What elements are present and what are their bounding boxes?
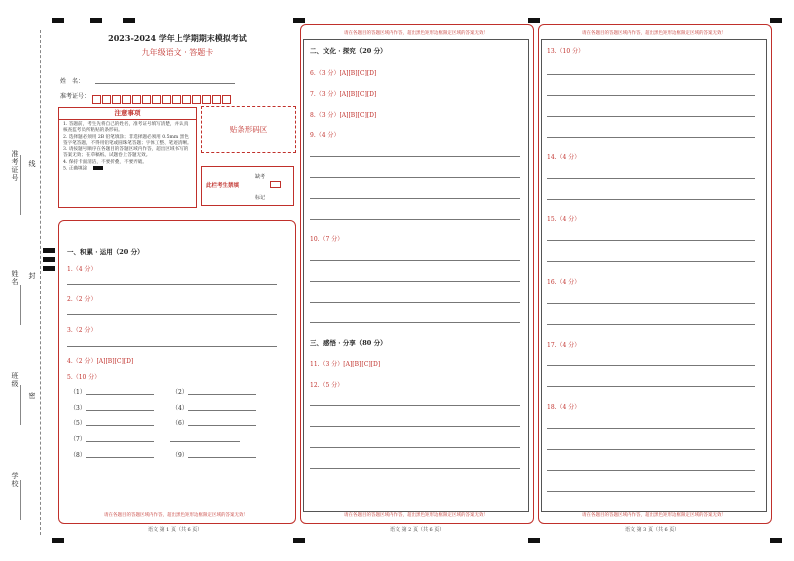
sub-answer-line[interactable] — [188, 425, 256, 426]
answer-line[interactable] — [310, 156, 520, 157]
question-label: 9.（4 分） — [310, 132, 340, 139]
registration-mark — [123, 18, 135, 23]
registration-mark — [293, 538, 305, 543]
binding-field-class: 班级 — [11, 372, 19, 388]
sub-answer-line[interactable] — [86, 457, 154, 458]
choice-a[interactable]: [A] — [339, 112, 349, 119]
choice-b[interactable]: [B] — [105, 358, 115, 365]
answer-line[interactable] — [547, 116, 755, 117]
notes-item: 3. 请按题号顺序在各题目的答题区域内作答，超出区域书写的答案无效；在草稿纸、试题卷上答题无效。 — [63, 147, 189, 159]
sub-label: （7） — [70, 436, 86, 443]
answer-line[interactable] — [547, 74, 755, 75]
registration-mark — [52, 538, 64, 543]
registration-mark — [52, 18, 64, 23]
barcode-area — [201, 106, 296, 153]
answer-line[interactable] — [67, 346, 277, 347]
question-label — [310, 110, 376, 119]
sub-label: （6） — [172, 420, 188, 427]
answer-line[interactable] — [547, 386, 755, 387]
question-label: 10.（7 分） — [310, 236, 344, 243]
sub-label: （2） — [172, 389, 188, 396]
binding-word-seal: 封 — [28, 272, 36, 280]
binding-field-exam-no: 准考证号 — [11, 150, 19, 182]
question-label: 14.（4 分） — [547, 154, 581, 161]
sub-answer-line[interactable] — [86, 410, 154, 411]
warning-text: 请在各题目的答题区域内作答，超出黑色矩形边框限定区域的答案无效！ — [582, 31, 726, 36]
question-label: 13.（10 分） — [547, 48, 585, 55]
warning-text: 请在各题目的答题区域内作答，超出黑色矩形边框限定区域的答案无效！ — [104, 513, 248, 518]
notes-item: 5. 正确填涂 — [63, 166, 88, 172]
choice-c[interactable]: [C] — [357, 112, 367, 119]
question-label: 18.（4 分） — [547, 404, 581, 411]
answer-line[interactable] — [67, 314, 277, 315]
section-heading: 三、感悟 · 分享（80 分） — [310, 339, 387, 347]
answer-line[interactable] — [547, 303, 755, 304]
question-label: 17.（4 分） — [547, 342, 581, 349]
answer-line[interactable] — [310, 405, 520, 406]
answer-line[interactable] — [547, 199, 755, 200]
warning-text: 请在各题目的答题区域内作答，超出黑色矩形边框限定区域的答案无效！ — [582, 513, 726, 518]
absent-mark-text: 缺考 — [255, 174, 266, 180]
warning-text: 请在各题目的答题区域内作答，超出黑色矩形边框限定区域的答案无效！ — [344, 513, 488, 518]
answer-line[interactable] — [547, 491, 755, 492]
sub-answer-line[interactable] — [188, 410, 256, 411]
choice-d[interactable]: [D] — [366, 91, 377, 98]
absent-mark-text2: 标记 — [255, 195, 266, 201]
sub-answer-line[interactable] — [86, 425, 154, 426]
warning-text: 请在各题目的答题区域内作答，超出黑色矩形边框限定区域的答案无效！ — [344, 31, 488, 36]
question-number: 4.（2 分） — [67, 358, 97, 365]
page-footer: 语文 第 3 页（共 6 页） — [625, 527, 680, 533]
absent-checkbox[interactable] — [270, 181, 281, 188]
question-label: 15.（4 分） — [547, 216, 581, 223]
question-label — [310, 89, 376, 98]
answer-line[interactable] — [547, 449, 755, 450]
section-heading: 一、积累 · 运用（20 分） — [67, 248, 144, 256]
binding-blank — [20, 480, 21, 520]
registration-mark — [43, 266, 55, 271]
choice-c[interactable]: [C] — [114, 358, 124, 365]
registration-mark — [293, 18, 305, 23]
answer-line[interactable] — [547, 365, 755, 366]
binding-field-name: 姓名 — [11, 270, 19, 286]
question-label: 12.（5 分） — [310, 382, 344, 389]
answer-line[interactable] — [310, 447, 520, 448]
answer-line[interactable] — [310, 281, 520, 282]
page-subtitle: 九年级语文 · 答题卡 — [141, 48, 214, 57]
question-label — [310, 68, 376, 77]
question-number: 8.（3 分） — [310, 112, 340, 119]
registration-mark — [770, 18, 782, 23]
binding-field-school: 学校 — [11, 472, 19, 488]
answer-line[interactable] — [547, 261, 755, 262]
sub-label: （4） — [172, 405, 188, 412]
choice-c[interactable]: [C] — [357, 70, 367, 77]
sub-label: （1） — [70, 389, 86, 396]
choice-d[interactable]: [D] — [123, 358, 134, 365]
choice-b[interactable]: [B] — [348, 112, 358, 119]
choice-c[interactable]: [C] — [357, 91, 367, 98]
answer-line[interactable] — [547, 95, 755, 96]
sub-label: （5） — [70, 420, 86, 427]
choice-a[interactable]: [A] — [339, 91, 349, 98]
question-label — [67, 356, 133, 365]
question-number: 7.（3 分） — [310, 91, 340, 98]
notes-item: 2. 选择题必须用 2B 铅笔填涂；非选择题必须用 0.5mm 黑色签字笔答题，不得用铅笔或圆珠笔答题；字体工整、笔迹清晰。 — [63, 134, 192, 146]
sub-answer-line[interactable] — [170, 441, 240, 442]
exam-no-label: 准考证号： — [60, 93, 91, 100]
barcode-label: 贴条形码区 — [229, 125, 268, 134]
answer-line[interactable] — [547, 428, 755, 429]
sub-label: （3） — [70, 405, 86, 412]
binding-line — [40, 30, 41, 535]
question-number: 6.（3 分） — [310, 70, 340, 77]
answer-line[interactable] — [310, 260, 520, 261]
binding-word-line: 线 — [28, 160, 36, 168]
choice-b[interactable]: [B] — [348, 91, 358, 98]
choice-c[interactable]: [C] — [361, 361, 371, 368]
binding-blank — [20, 285, 21, 325]
notes-item: 1. 答题前，考生先将自己的姓名，准考证号填写清楚，并认真核查监考员所粘贴的条形码。 — [63, 122, 189, 134]
answer-line[interactable] — [547, 178, 755, 179]
absent-box — [201, 166, 294, 206]
registration-mark — [770, 538, 782, 543]
registration-mark — [528, 538, 540, 543]
registration-mark — [528, 18, 540, 23]
binding-blank — [20, 155, 21, 215]
notes-heading: 注意事项 — [59, 108, 196, 120]
answer-line[interactable] — [547, 324, 755, 325]
sub-label: （8） — [70, 452, 86, 459]
choice-a[interactable]: [A] — [96, 358, 106, 365]
answer-line[interactable] — [310, 426, 520, 427]
absent-label: 此栏考生禁填 — [206, 183, 240, 189]
sub-answer-line[interactable] — [86, 441, 154, 442]
answer-line[interactable] — [310, 177, 520, 178]
page-footer: 语文 第 2 页（共 6 页） — [390, 527, 445, 533]
answer-line[interactable] — [310, 219, 520, 220]
name-input[interactable] — [95, 83, 235, 84]
choice-b[interactable]: [B] — [348, 70, 358, 77]
choice-d[interactable]: [D] — [370, 361, 381, 368]
question-label: 5.（10 分） — [67, 374, 101, 381]
notes-item: 4. 保持卡面清洁，不要折叠，不要弄破。 — [63, 159, 147, 165]
registration-mark — [43, 257, 55, 262]
filled-mark-sample — [93, 166, 103, 170]
question-label — [310, 359, 380, 368]
page-title: 2023-2024 学年上学期期末模拟考试 — [108, 33, 247, 43]
choice-a[interactable]: [A] — [343, 361, 353, 368]
sub-answer-line[interactable] — [188, 394, 256, 395]
answer-line[interactable] — [310, 302, 520, 303]
answer-line[interactable] — [310, 322, 520, 323]
page-footer: 语文 第 1 页（共 6 页） — [148, 527, 203, 533]
question-label: 2.（2 分） — [67, 296, 97, 303]
choice-d[interactable]: [D] — [366, 112, 377, 119]
binding-word-secret: 密 — [28, 392, 36, 400]
choice-b[interactable]: [B] — [352, 361, 362, 368]
answer-line[interactable] — [67, 284, 277, 285]
question-label: 1.（4 分） — [67, 266, 97, 273]
answer-line[interactable] — [547, 137, 755, 138]
sub-answer-line[interactable] — [188, 457, 256, 458]
registration-mark — [90, 18, 102, 23]
answer-frame — [541, 39, 767, 512]
answer-line[interactable] — [310, 198, 520, 199]
question-label: 16.（4 分） — [547, 279, 581, 286]
section-heading: 二、文化 · 探究（20 分） — [310, 47, 387, 55]
answer-line[interactable] — [547, 470, 755, 471]
binding-blank — [20, 385, 21, 425]
choice-a[interactable]: [A] — [339, 70, 349, 77]
choice-d[interactable]: [D] — [366, 70, 377, 77]
name-label: 姓 名： — [60, 78, 85, 85]
question-number: 11.（3 分） — [310, 361, 344, 368]
registration-mark — [43, 248, 55, 253]
sub-answer-line[interactable] — [86, 394, 154, 395]
sub-label: （9） — [172, 452, 188, 459]
answer-line[interactable] — [310, 468, 520, 469]
answer-line[interactable] — [547, 240, 755, 241]
question-label: 3.（2 分） — [67, 327, 97, 334]
notes-box — [58, 107, 197, 208]
